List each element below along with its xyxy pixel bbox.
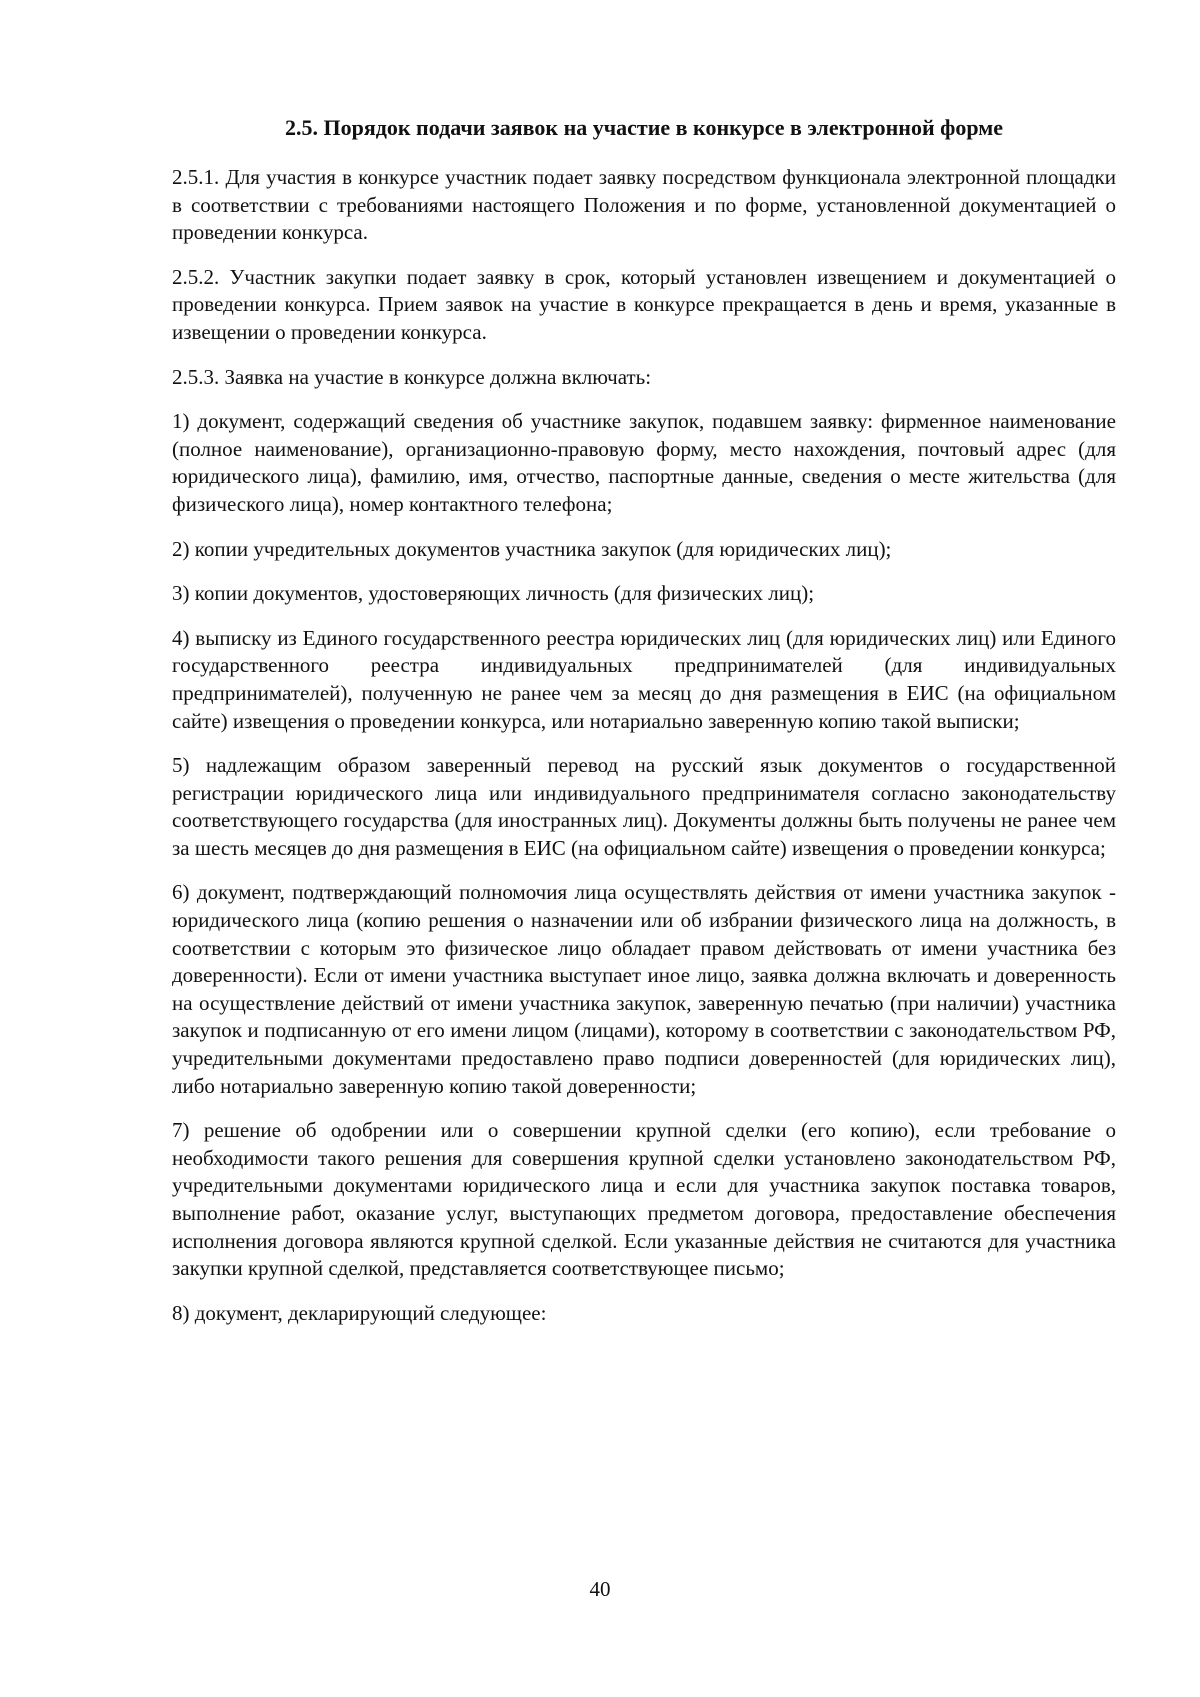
list-item-3: 3) копии документов, удостоверяющих личность (для физических лиц); [172,581,815,606]
list-item-6: 6) документ, подтверждающий полномочия лица осуществлять действия от имени участника закупок - юридического лица (копию решения о назначении или об избрании физического лица на должность, в соответствии с которым это физическое лицо обладает правом действовать от имени участника без доверенности). Если от имени участника выступает иное лицо, заявка должна включать и доверенность на осуществление действий от имени участника закупок, заверенную печатью (при наличии) участника закупок и подписанную от его имени лицом (лицами), которому в соответствии с законодательством РФ, учредительными документами предоставлено право подписи доверенностей (для юридических лиц), либо нотариально заверенную копию такой доверенности; [172,880,1116,1098]
page-number: 40 [589,1577,611,1601]
list-item-1: 1) документ, содержащий сведения об участнике закупок, подавшем заявку: фирменное наименование (полное наименование), организационно-правовую форму, место нахождения, почтовый адрес (для юридического лица), фамилию, имя, отчество, паспортные данные, сведения о месте жительства (для физического лица), номер контактного телефона; [172,409,1116,516]
list-item-5: 5) надлежащим образом заверенный перевод на русский язык документов о государственной регистрации юридического лица или индивидуального предпринимателя согласно законодательству соответствующего государства (для иностранных лиц). Документы должны быть получены не ранее чем за шесть месяцев до дня размещения в ЕИС (на официальном сайте) извещения о проведении конкурса; [172,753,1116,860]
list-item-2: 2) копии учредительных документов участника закупок (для юридических лиц); [172,536,892,561]
list-item-7: 7) решение об одобрении или о совершении крупной сделки (его копию), если требование о необходимости такого решения для совершения крупной сделки установлено законодательством РФ, учредительными документами юридического лица и если для участника закупок поставка товаров, выполнение работ, оказание услуг, выступающих предметом договора, предоставление обеспечения исполнения договора являются крупной сделкой. Если указанные действия не считаются для участника закупки крупной сделкой, представляется соответствующее письмо; [172,1118,1116,1281]
list-item-8: 8) документ, декларирующий следующее: [172,1300,547,1325]
list-item-4: 4) выписку из Единого государственного реестра юридических лиц (для юридических лиц) или Единого государственного реестра индивидуальных предпринимателей (для индивидуальных предпринимателей), полученную не ранее чем за месяц до дня размещения в ЕИС (на официальном сайте) извещения о проведении конкурса, или нотариально заверенную копию такой выписки; [172,625,1116,733]
paragraph-2-5-3: 2.5.3. Заявка на участие в конкурсе должна включать: [172,364,652,389]
paragraph-2-5-1: 2.5.1. Для участия в конкурсе участник подает заявку посредством функционала электронной площадки в соответствии с требованиями настоящего Положения и по форме, установленной документацией о проведении конкурса. [172,165,1116,245]
section-heading: 2.5. Порядок подачи заявок на участие в конкурсе в электронной форме [285,115,1003,140]
page-body [172,114,1116,1344]
paragraph-2-5-2: 2.5.2. Участник закупки подает заявку в срок, который установлен извещением и документацией о проведении конкурса. Прием заявок на участие в конкурсе прекращается в день и время, указанные в извещении о проведении конкурса. [172,264,1116,344]
